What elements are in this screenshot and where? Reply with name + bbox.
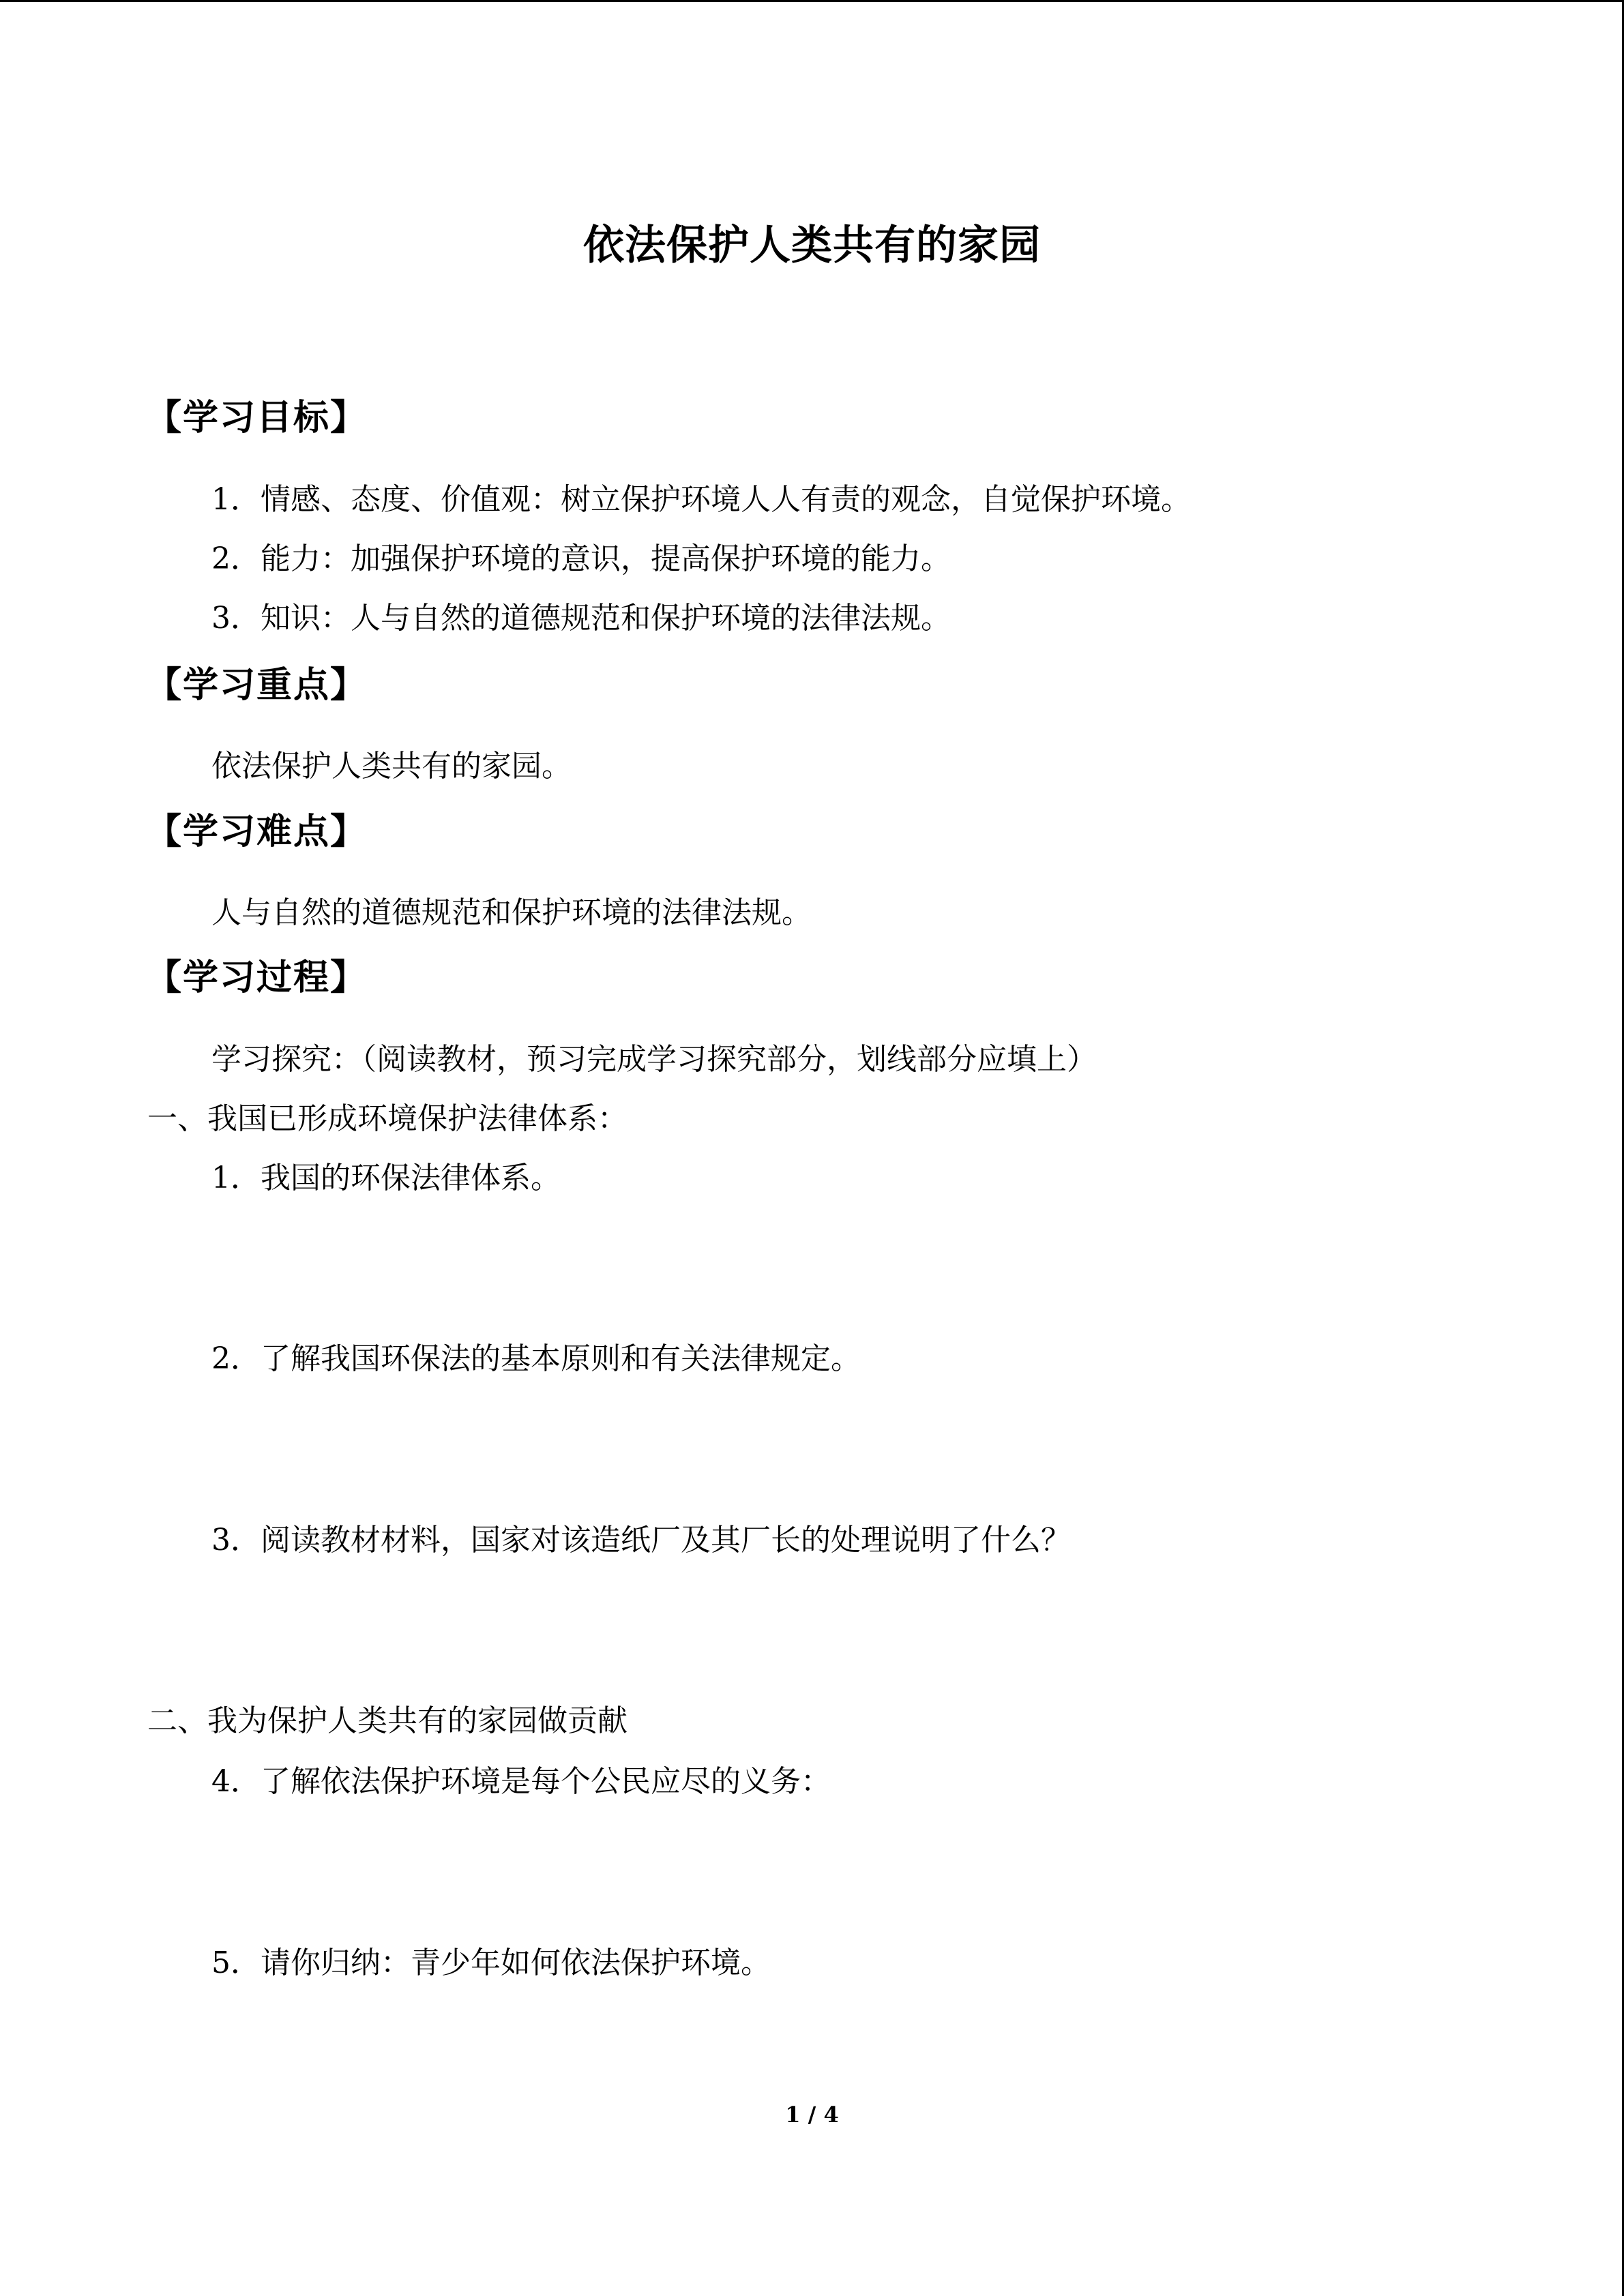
page-top-border	[0, 0, 1624, 2]
key-points-text: 依法保护人类共有的家园。	[211, 749, 572, 784]
objective-item-2: 2．能力：加强保护环境的意识，提高保护环境的能力。	[211, 541, 951, 576]
part1-question-3: 3．阅读教材材料，国家对该造纸厂及其厂长的处理说明了什么？	[211, 1523, 1071, 1557]
objectives-heading: 【学习目标】	[146, 397, 368, 438]
objective-item-1: 1．情感、态度、价值观：树立保护环境人人有责的观念，自觉保护环境。	[211, 482, 1191, 517]
difficulties-heading: 【学习难点】	[146, 811, 368, 852]
objective-item-3: 3．知识：人与自然的道德规范和保护环境的法律法规。	[211, 601, 951, 636]
part2-question-4: 4．了解依法保护环境是每个公民应尽的义务：	[211, 1764, 831, 1799]
process-intro: 学习探究：（阅读教材，预习完成学习探究部分，划线部分应填上）	[211, 1042, 1097, 1077]
difficulties-text: 人与自然的道德规范和保护环境的法律法规。	[211, 895, 812, 930]
process-heading: 【学习过程】	[146, 957, 368, 998]
document-title: 依法保护人类共有的家园	[583, 222, 1041, 269]
key-points-heading: 【学习重点】	[146, 664, 368, 706]
part1-title: 一、我国已形成环境保护法律体系：	[147, 1101, 628, 1136]
part1-question-1: 1．我国的环保法律体系。	[211, 1161, 561, 1195]
page-number: 1 / 4	[785, 2102, 839, 2128]
part2-question-5: 5．请你归纳：青少年如何依法保护环境。	[211, 1945, 771, 1980]
part1-question-2: 2．了解我国环保法的基本原则和有关法律规定。	[211, 1341, 861, 1376]
part2-title: 二、我为保护人类共有的家园做贡献	[147, 1703, 628, 1738]
